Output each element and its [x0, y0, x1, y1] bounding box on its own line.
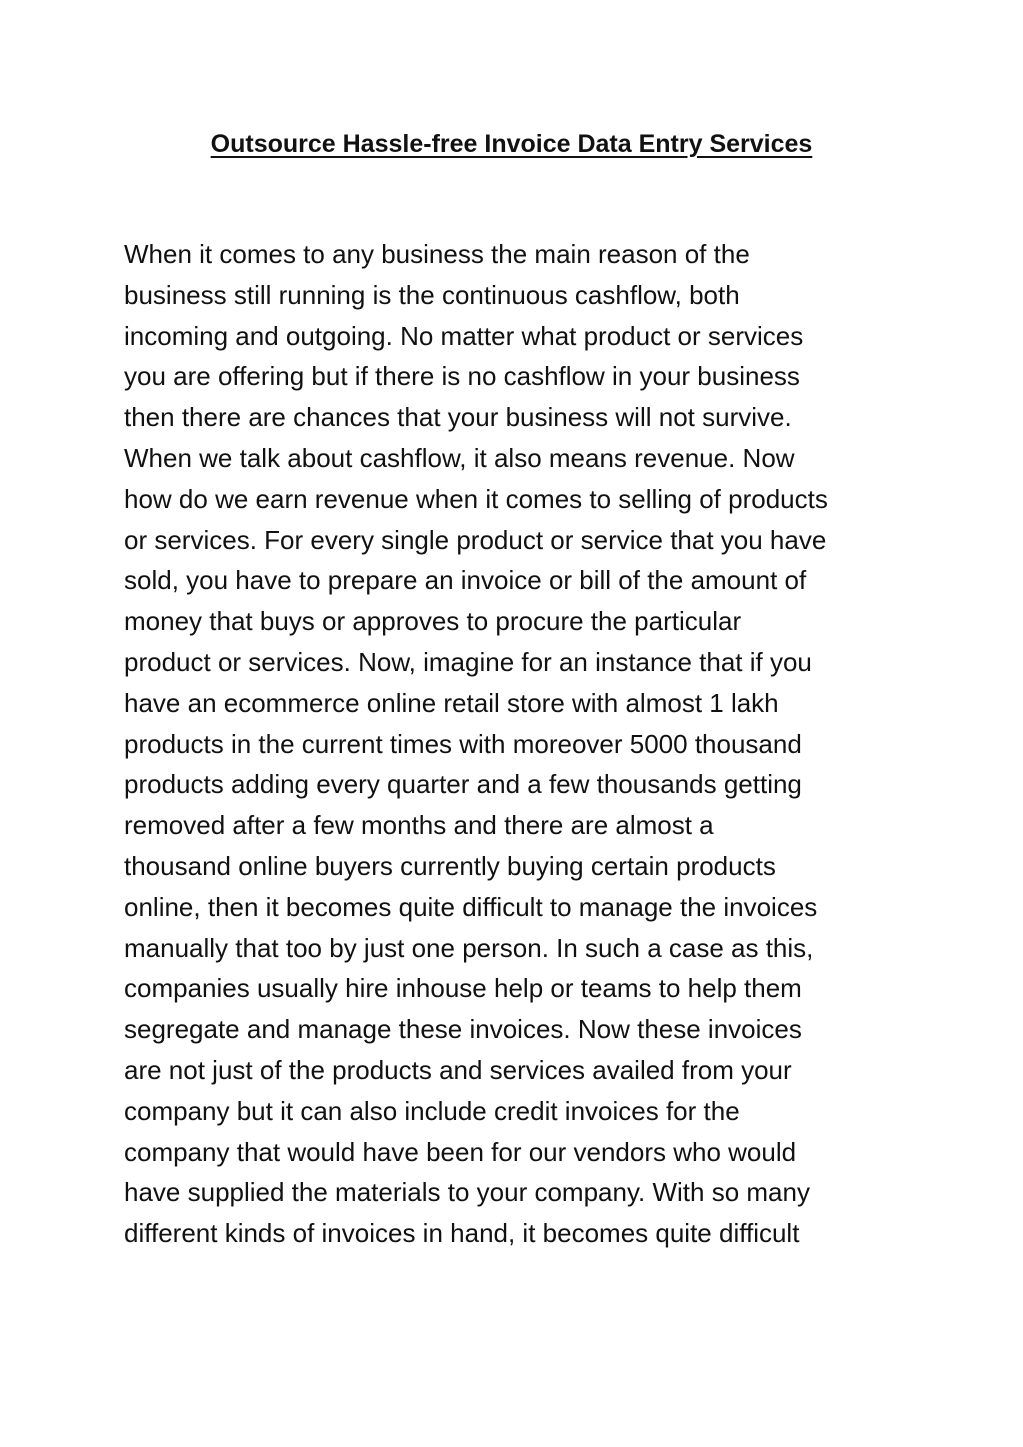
document-body — [124, 234, 914, 1254]
document-title-text: Outsource Hassle-free Invoice Data Entry Services — [210, 130, 813, 158]
body-line: manually that too by just one person. In such a case as this, — [124, 932, 814, 963]
body-line: products adding every quarter and a few thousands getting — [124, 769, 802, 800]
body-line: product or services. Now, imagine for an instance that if you — [124, 646, 812, 677]
body-line: segregate and manage these invoices. Now these invoices — [124, 1014, 802, 1045]
body-line: you are offering but if there is no cashflow in your business — [124, 361, 800, 392]
body-line: When it comes to any business the main reason of the — [124, 239, 750, 269]
body-line: company but it can also include credit invoices for the — [124, 1095, 740, 1126]
body-line: then there are chances that your business will not survive. — [124, 402, 792, 433]
body-line: have supplied the materials to your company. With so many — [124, 1177, 810, 1208]
body-line: removed after a few months and there are almost a — [124, 810, 714, 841]
body-line: company that would have been for our vendors who would — [124, 1136, 797, 1167]
body-line: sold, you have to prepare an invoice or bill of the amount of — [124, 565, 807, 596]
body-line: products in the current times with moreover 5000 thousand — [124, 728, 802, 759]
body-line: online, then it becomes quite difficult to manage the invoices — [124, 891, 818, 922]
body-line: have an ecommerce online retail store with almost 1 lakh — [124, 687, 779, 718]
document-title — [0, 124, 1023, 164]
body-line: incoming and outgoing. No matter what product or services — [124, 320, 804, 351]
body-line: business still running is the continuous cashflow, both — [124, 279, 740, 310]
body-line: companies usually hire inhouse help or teams to help them — [124, 973, 802, 1004]
body-line: When we talk about cashflow, it also means revenue. Now — [124, 442, 795, 473]
body-line: thousand online buyers currently buying certain products — [124, 850, 776, 881]
body-line: or services. For every single product or service that you have — [124, 524, 827, 555]
body-line: are not just of the products and services availed from your — [124, 1054, 792, 1085]
body-line: money that buys or approves to procure the particular — [124, 606, 742, 637]
body-line: how do we earn revenue when it comes to selling of products — [124, 483, 828, 514]
body-line: different kinds of invoices in hand, it becomes quite difficult — [124, 1218, 800, 1249]
